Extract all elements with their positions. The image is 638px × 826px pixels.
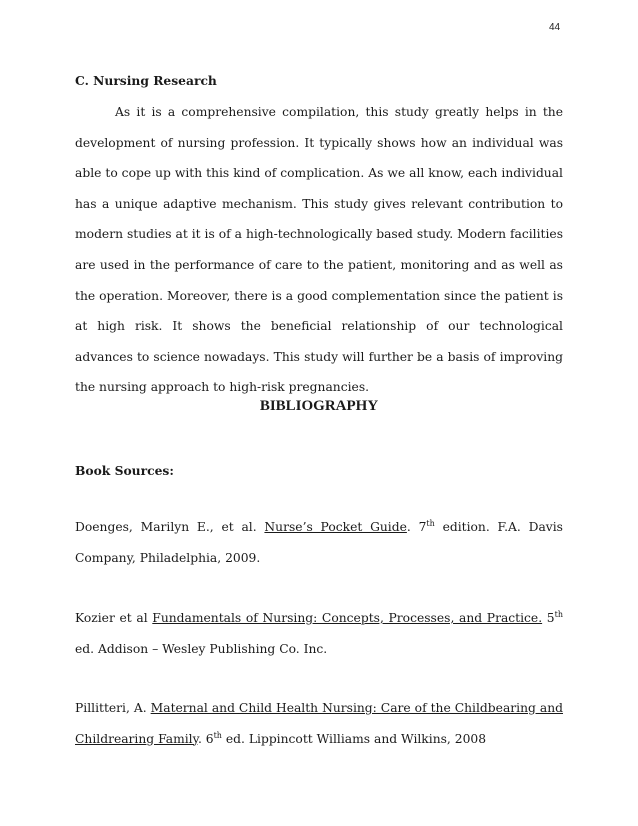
reference-publisher: ed. Addison – Wesley Publishing Co. Inc.: [75, 641, 328, 656]
reference-superscript: th: [426, 518, 435, 528]
reference-item: [75, 693, 563, 754]
bibliography-title: BIBLIOGRAPHY: [259, 398, 379, 414]
reference-title: Nurse’s Pocket Guide: [264, 520, 407, 534]
reference-edition: . 7: [406, 520, 427, 534]
reference-superscript: th: [554, 609, 563, 619]
reference-title: Fundamentals of Nursing: Concepts, Processes, and Practice.: [152, 611, 543, 625]
reference-edition: 5: [542, 611, 555, 625]
book-sources-heading: Book Sources:: [75, 463, 174, 478]
reference-publisher: edition. F.A. Davis Company, Philadelphia, 2009.: [75, 520, 563, 565]
reference-item: [75, 603, 563, 664]
section-heading: C. Nursing Research: [75, 73, 217, 88]
reference-title: Maternal and Child Health Nursing: Care of the Childbearing and Childrearing Family: [75, 701, 563, 746]
reference-item: [75, 512, 563, 573]
reference-superscript: th: [213, 730, 222, 740]
page-number: 44: [549, 22, 561, 33]
reference-edition: . 6: [197, 731, 214, 746]
body-paragraph: As it is a comprehensive compilation, this study greatly helps in the development of nursing profession. It typically shows how an individual was able to cope up with this kind of complication. As we all know, each individual has a unique adaptive mechanism. This study gives relevant contribution to modern studies at it is of a high-technologically based study. Modern facilities are used in the performance of care to the patient, monitoring and as well as the operation. Moreover, there is a good complementation since the patient is at high risk. It shows the beneficial relationship of our technological advances to science nowadays. This study will further be a basis of improving the nursing approach to high-risk pregnancies.: [75, 105, 563, 395]
reference-author: Kozier et al: [75, 611, 153, 625]
reference-author: Doenges, Marilyn E., et al.: [75, 520, 265, 534]
reference-author: Pillitteri, A.: [75, 701, 151, 715]
reference-publisher: ed. Lippincott Williams and Wilkins, 2008: [221, 731, 487, 746]
